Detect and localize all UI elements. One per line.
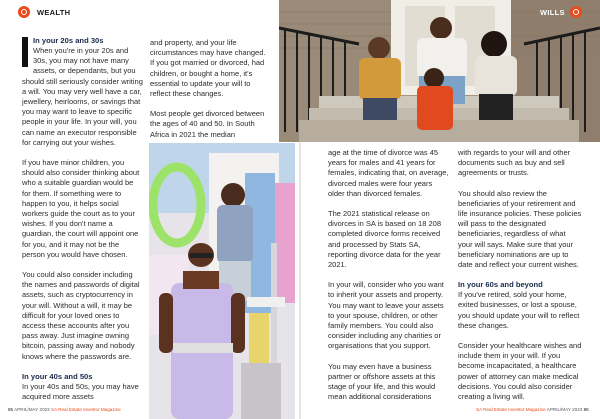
dropcap-block [22,36,144,148]
paragraph: You should also review the beneficiaries of your retirement and life insurance policies. These policies will pass to the designated beneficiaries, regardless of what your will says. Make sure that your beneficiary nominations are up to date and reflect your current wishes. [458,188,582,270]
heading-40s-50s: In your 40s and 50s [22,371,93,381]
footer-left [8,407,121,412]
article-column-2 [150,38,268,150]
heading-20s-30s: In your 20s and 30s [33,36,104,45]
paragraph: age at the time of divorce was 45 years for males and 41 years for females, indicating that, on average, divorced males were four years older than divorced females. [328,148,449,198]
paragraph: Most people get divorced between the ages of 40 and 50. In South Africa in 2021 the median [150,109,265,139]
magazine-name: SA Real Estate Investor Magazine [476,407,546,412]
footer-right [476,407,589,412]
magazine-logo-icon [570,6,582,18]
page-number: 85 [8,407,14,412]
heading-60s-beyond: In your 60s and beyond [458,280,543,290]
section-tag-wealth: WEALTH [37,8,71,17]
paragraph: You could also consider including the names and passwords of digital assets, such as cryptocurrency in your will. Without a will, it may be difficult for your loved ones to access these accounts after you pass away. Just imagine owning bitcoin, passing away and nobody knows where the passwords are. [22,270,140,361]
dropcap-bar [22,37,28,67]
family-photo [279,0,600,142]
friends-photo-graphic [149,143,295,419]
paragraph: If you've retired, sold your home, exited businesses, or lost a spouse, you should update your will to reflect these changes. [458,290,580,330]
paragraph: In your 40s and 50s, you may have acquired more assets [22,381,139,402]
paragraph: If you have minor children, you should also consider thinking about who a suitable guardian would be for them. If something were to happen to you, it helps social workers guide the court as to your wishes. If you don't name a guardian, the court will appoint one for you, and it may not be the person you would have chosen. [22,158,140,259]
paragraph: The 2021 statistical release on divorces in SA is based on 18 208 completed divorce forms received and processed by Stats SA, reporting divorce data for the year 2021. [328,209,441,270]
paragraph: In your will, consider who you want to inherit your assets and property. You may want to leave your assets to your spouse, children, or other family members. You could also consider including any charities or organisations that you support. [328,280,444,351]
family-photo-graphic [279,0,600,142]
paragraph: When you're in your 20s and 30s, you may not have many assets, or dependants, but you should still seriously consider writing a will. You may very well have a car, jewellery, heirlooms, or savings that you may want to leave to specific people in your life. In your will, you can name an executor responsible for carrying out your wishes. [22,46,143,147]
article-column-4 [458,148,582,412]
page-number: 86 [583,407,589,412]
paragraph: and property, and your life circumstances may have changed. If you got married or divorced, had children, or bought a home, it's essential to update your will to reflect these changes. [150,38,266,99]
paragraph: with regards to your will and other documents such as buy and sell agreements or trusts. [458,148,571,178]
article-column-3 [328,148,450,412]
friends-photo [149,143,295,419]
magazine-name: SA Real Estate Investor Magazine [51,407,121,412]
issue-date: APRIL/MAY 2023 [546,407,583,412]
issue-date: APRIL/MAY 2023 [14,407,50,412]
section-tag-wills: WILLS [540,8,565,17]
magazine-logo-icon [18,6,30,18]
paragraph: Consider your healthcare wishes and include them in your will. If you become incapacitated, a healthcare power of attorney can make medical decisions. You could also consider creating a living will. [458,341,582,402]
article-column-1 [22,36,144,412]
paragraph: You may even have a business partner or offshore assets at this stage of your life, and this would mean additional considerations [328,361,436,402]
